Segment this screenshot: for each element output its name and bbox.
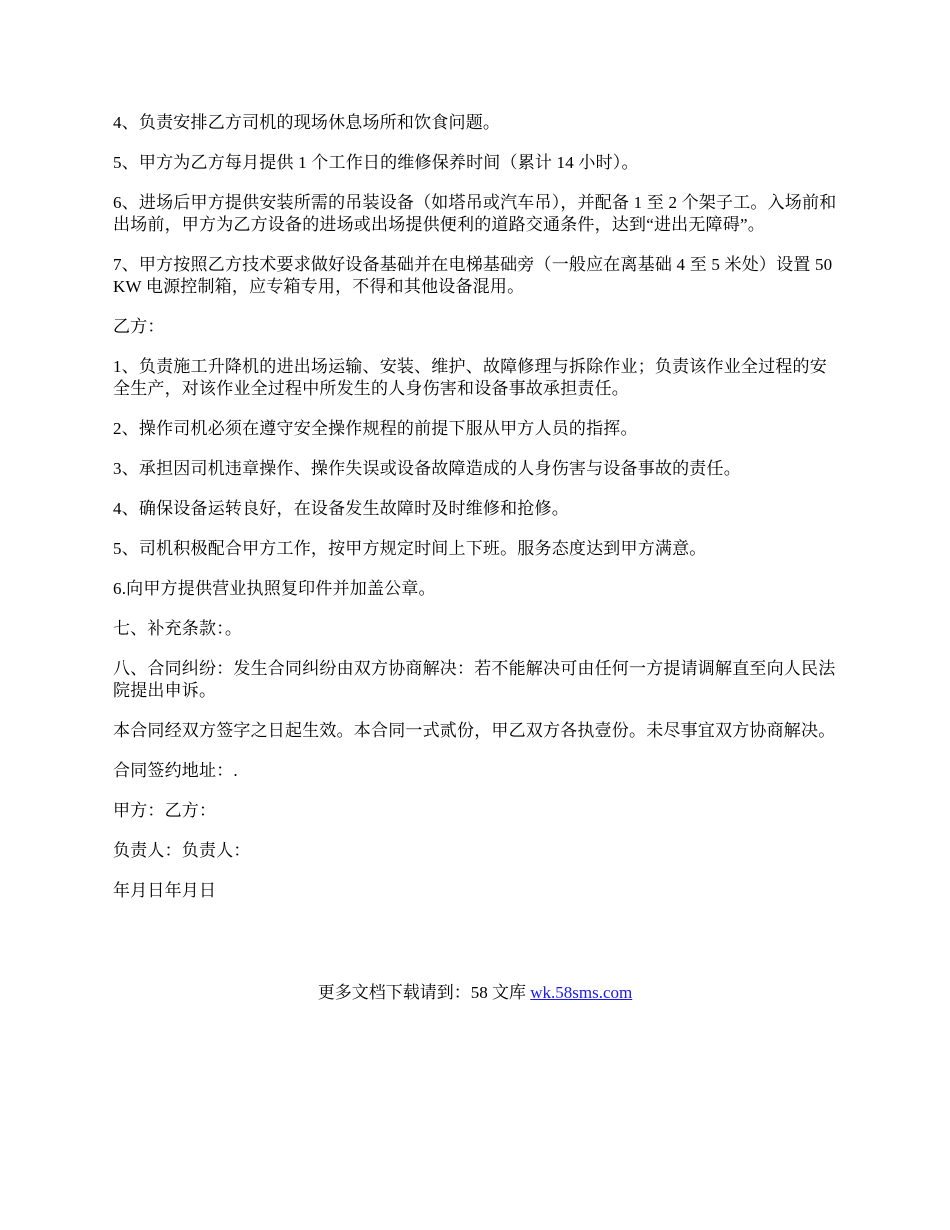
paragraph-party-b-item-2: 2、操作司机必须在遵守安全操作规程的前提下服从甲方人员的指挥。 [113,419,638,438]
paragraph-party-a-item-7: 7、甲方按照乙方技术要求做好设备基础并在电梯基础旁（一般应在离基础 4 至 5 米处）设置 50KW 电源控制箱，应专箱专用，不得和其他设备混用。 [113,255,833,296]
paragraph-party-b-item-5: 5、司机积极配合甲方工作，按甲方规定时间上下班。服务态度达到甲方满意。 [113,539,707,558]
paragraph-effectiveness: 本合同经双方签字之日起生效。本合同一式贰份，甲乙双方各执壹份。未尽事宜双方协商解决。 [113,721,836,740]
footer-link[interactable]: wk.58sms.com [530,983,633,1002]
section-supplementary-terms: 七、补充条款：。 [113,619,243,638]
footer-prefix-text: 更多文档下载请到：58 文库 [317,983,531,1002]
signature-responsible-persons: 负责人：负责人： [113,841,251,860]
paragraph-party-a-item-6: 6、进场后甲方提供安装所需的吊装设备（如塔吊或汽车吊），并配备 1 至 2 个架子工。入场前和出场前，甲方为乙方设备的进场或出场提供便利的道路交通条件，达到“进出无障碍”。 [113,193,837,234]
paragraph-party-b-item-4: 4、确保设备运转良好，在设备发生故障时及时维修和抢修。 [113,499,569,518]
heading-party-b: 乙方： [113,317,165,336]
paragraph-party-a-item-5: 5、甲方为乙方每月提供 1 个工作日的维修保养时间（累计 14 小时）。 [113,153,639,172]
paragraph-party-a-item-4: 4、负责安排乙方司机的现场休息场所和饮食问题。 [113,113,501,132]
signature-parties: 甲方：乙方： [113,801,217,820]
paragraph-party-b-item-3: 3、承担因司机违章操作、操作失误或设备故障造成的人身伤害与设备事故的责任。 [113,459,741,478]
signature-dates: 年月日年月日 [113,881,217,900]
section-contract-disputes: 八、合同纠纷：发生合同纠纷由双方协商解决：若不能解决可由任何一方提请调解直至向人民法院提出申诉。 [113,659,836,700]
paragraph-party-b-item-6: 6.向甲方提供营业执照复印件并加盖公章。 [113,579,436,598]
document-body [113,112,843,920]
signing-address: 合同签约地址：. [113,761,238,780]
download-footer [0,982,950,1004]
paragraph-party-b-item-1: 1、负责施工升降机的进出场运输、安装、维护、故障修理与拆除作业；负责该作业全过程的安全生产，对该作业全过程中所发生的人身伤害和设备事故承担责任。 [113,357,827,398]
